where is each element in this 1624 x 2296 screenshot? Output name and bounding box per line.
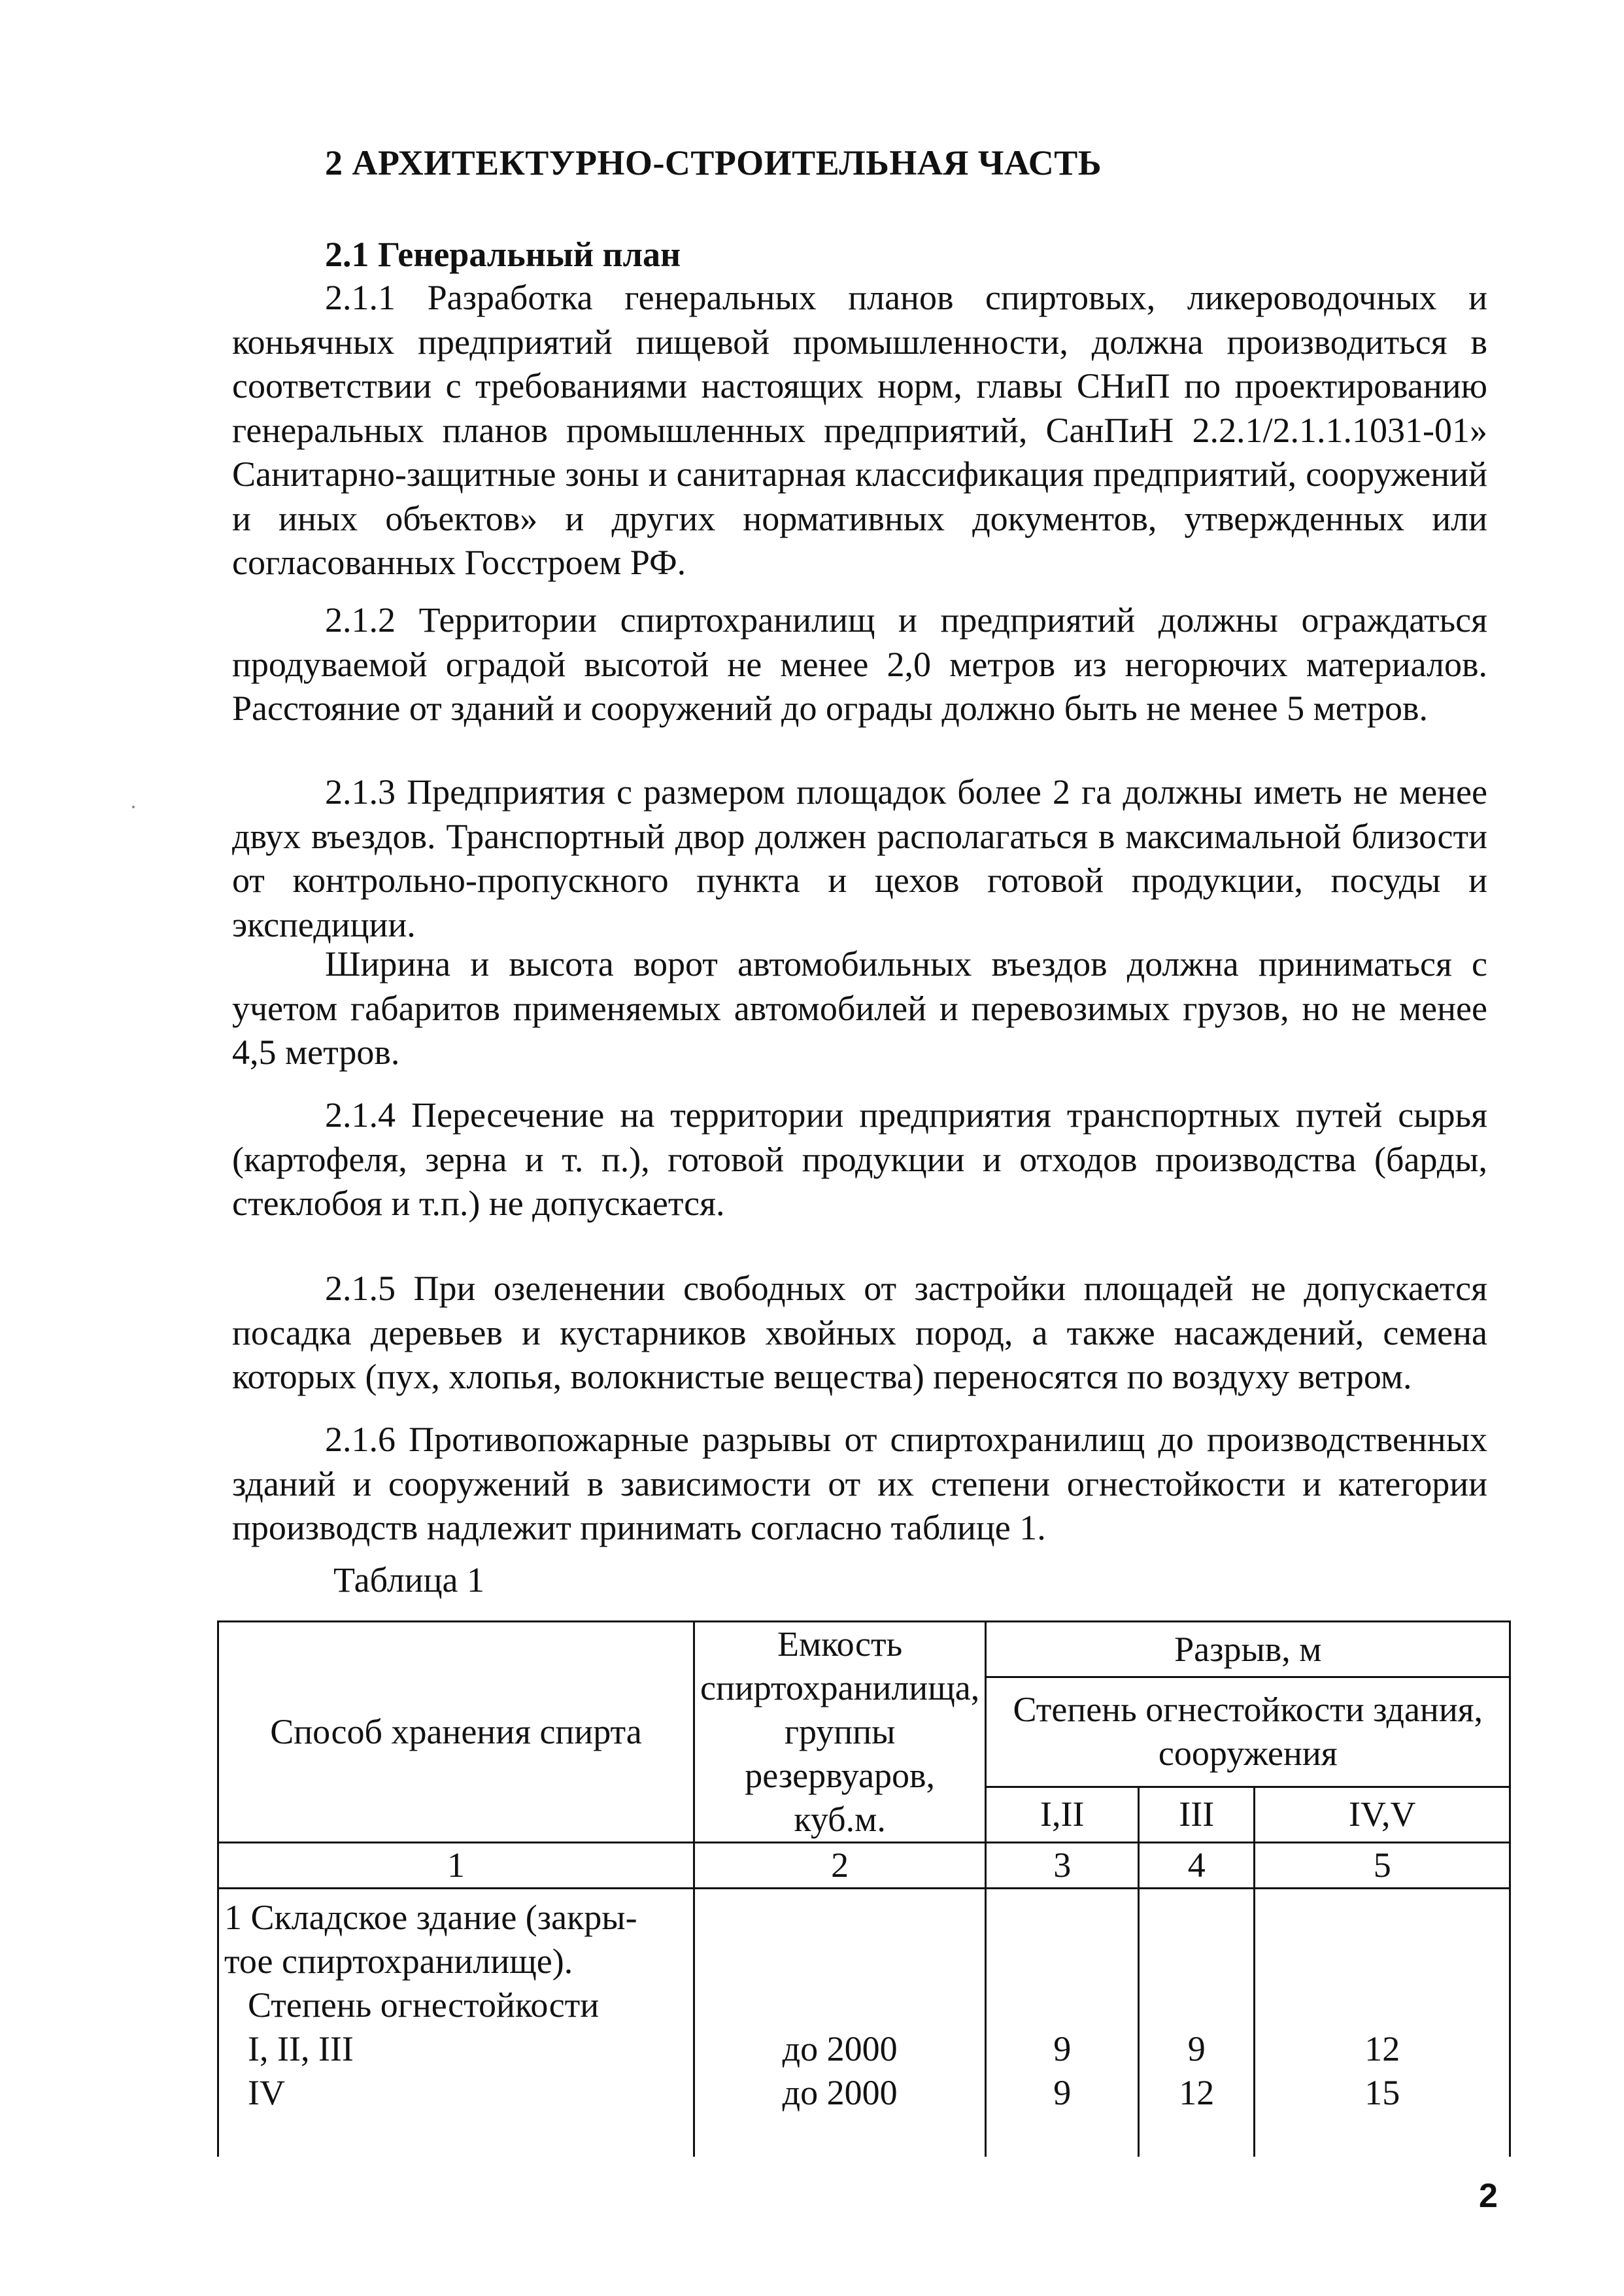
column-number-2: 2 — [694, 1843, 986, 1889]
gap-value: 12 — [1364, 2029, 1400, 2068]
scan-speck — [132, 806, 135, 808]
method-line: тое спиртохранилище). — [224, 1942, 573, 1981]
table-row — [218, 1889, 1510, 2157]
header-degree-1-2: I,II — [986, 1787, 1139, 1842]
header-fire-resistance: Степень огнестойкости здания, сооружения — [986, 1677, 1510, 1787]
header-storage-method: Способ хранения спирта — [218, 1622, 694, 1843]
gap-value: 9 — [1053, 2073, 1072, 2112]
header-degree-3: III — [1139, 1787, 1255, 1842]
header-capacity: Емкость спиртохранилища, группы резервуаров, куб.м. — [694, 1622, 986, 1843]
table-caption: Таблица 1 — [333, 1560, 484, 1600]
method-line: I, II, III — [248, 2029, 354, 2068]
gap-value: 9 — [1187, 2029, 1206, 2068]
method-line: 1 Складское здание (закры- — [224, 1898, 637, 1937]
gap-value: 15 — [1364, 2073, 1400, 2112]
capacity-cell — [694, 1889, 986, 2157]
section-heading: 2 АРХИТЕКТУРНО-СТРОИТЕЛЬНАЯ ЧАСТЬ — [325, 143, 1102, 182]
subsection-heading: 2.1 Генеральный план — [325, 235, 681, 274]
gap-value: 9 — [1053, 2029, 1072, 2068]
gap-degree-3-cell — [1139, 1889, 1255, 2157]
column-number-1: 1 — [218, 1843, 694, 1889]
gap-degree-4-5-cell — [1255, 1889, 1510, 2157]
column-number-4: 4 — [1139, 1843, 1255, 1889]
capacity-value: до 2000 — [782, 2029, 898, 2068]
header-degree-4-5: IV,V — [1255, 1787, 1510, 1842]
paragraph-2-1-1: 2.1.1 Разработка генеральных планов спиртовых, ликероводочных и коньячных предприятий пищевой промышленности, должна производиться в соответствии с требованиями настоящих норм, главы СНиП по проектированию генеральных планов промышленных предприятий, СанПиН 2.2.1/2.1.1.1031-01» Санитарно-защитные зоны и санитарная классификация предприятий, сооружений и иных объектов» и других нормативных документов, утвержденных или согласованных Госстроем РФ. — [232, 278, 1487, 582]
paragraph-2-1-4: 2.1.4 Пересечение на территории предприятия транспортных путей сырья (картофеля, зерна и т. п.), готовой продукции и отходов производства (барды, стеклобоя и т.п.) не допускается. — [232, 1095, 1487, 1223]
method-line: Степень огнестойкости — [248, 1985, 600, 2025]
storage-method-cell — [218, 1889, 694, 2157]
paragraph-2-1-5: 2.1.5 При озеленении свободных от застройки площадей не допускается посадка деревьев и кустарников хвойных пород, а также насаждений, семена которых (пух, хлопья, волокнистые вещества) переносятся по воздуху ветром. — [232, 1269, 1487, 1396]
paragraph-2-1-3: 2.1.3 Предприятия с размером площадок более 2 га должны иметь не менее двух въездов. Транспортный двор должен располагаться в максимальной близости от контрольно-пропускного пункта и цехов готовой продукции, посуды и экспедиции. — [232, 772, 1487, 944]
header-gap: Разрыв, м — [986, 1622, 1510, 1677]
capacity-value: до 2000 — [782, 2073, 898, 2112]
paragraph-2-1-6: 2.1.6 Противопожарные разрывы от спиртохранилищ до производственных зданий и сооружений в зависимости от их степени огнестойкости и категории производств надлежит принимать согласно таблице 1. — [232, 1420, 1487, 1547]
method-line: IV — [248, 2073, 285, 2112]
gap-value: 12 — [1179, 2073, 1215, 2112]
column-number-3: 3 — [986, 1843, 1139, 1889]
page-number: 2 — [1479, 2177, 1498, 2215]
paragraph-2-1-2: 2.1.2 Территории спиртохранилищ и предприятий должны ограждаться продуваемой оградой высотой не менее 2,0 метров из негорючих материалов. Расстояние от зданий и сооружений до ограды должно быть не менее 5 метров. — [232, 600, 1487, 728]
gap-degree-1-2-cell — [986, 1889, 1139, 2157]
column-number-5: 5 — [1255, 1843, 1510, 1889]
fire-gap-table — [217, 1620, 1511, 2157]
paragraph-gate-size: Ширина и высота ворот автомобильных въездов должна приниматься с учетом габаритов применяемых автомобилей и перевозимых грузов, но не менее 4,5 метров. — [232, 944, 1487, 1072]
